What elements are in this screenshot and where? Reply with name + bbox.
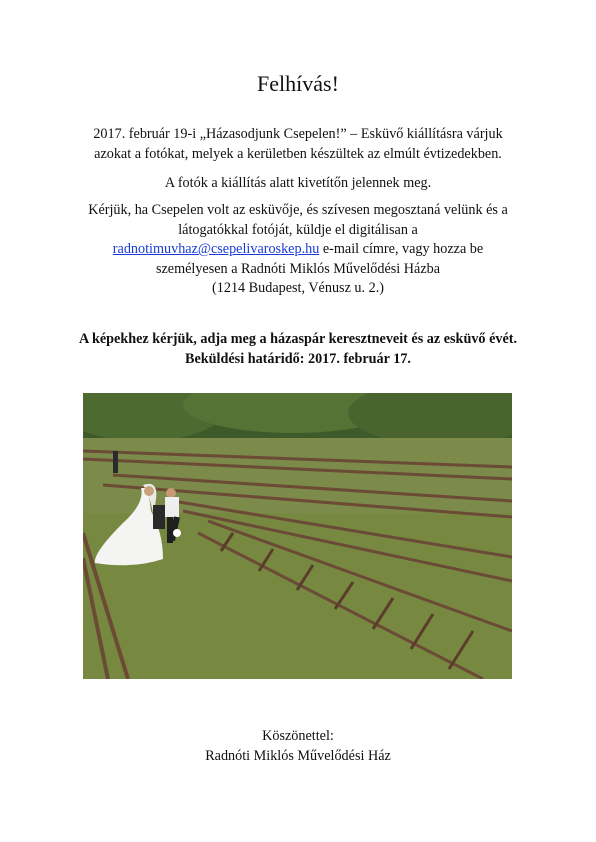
submission-paragraph [40,201,556,299]
submission-line-2: látogatókkal fotóját, küldje el digitálisan a [178,221,418,238]
intro-line-2: azokat a fotókat, melyek a kerületben készültek az elmúlt évtizedekben. [94,145,502,162]
bold-notice [20,330,576,369]
submission-line-4: személyesen a Radnóti Miklós Művelődési Házba [155,260,441,277]
intro-line-1: 2017. február 19-i „Házasodjunk Csepelen!” – Esküvő kiállításra várjuk [93,126,503,142]
page-title: Felhívás! [257,71,339,96]
email-link[interactable]: radnotimuvhaz@csepelivaroskep.hu [112,241,320,257]
submission-line-1: Kérjük, ha Csepelen volt az esküvője, és szívesen megosztaná velünk és a [88,202,508,218]
address-line: (1214 Budapest, Vénusz u. 2.) [212,280,384,296]
names-request: A képekhez kérjük, adja meg a házaspár keresztneveit és az esküvő évét. [78,331,518,347]
second-figure [153,505,165,529]
submission-line-3 [40,240,556,260]
deadline: Beküldési határidő: 2017. február 17. [185,350,411,367]
thanks-line: Köszönettel: [262,728,334,744]
wedding-photo [83,393,512,679]
projection-note: A fotók a kiállítás alatt kivetítőn jelennek meg. [164,175,432,191]
submission-line-3-rest: e-mail címre, vagy hozza be [319,241,484,257]
intro-paragraph [40,125,556,164]
signal-post [113,451,118,473]
closing [0,726,596,766]
signature-line: Radnóti Miklós Művelődési Ház [205,748,391,764]
wedding-photo-illustration [83,393,512,679]
